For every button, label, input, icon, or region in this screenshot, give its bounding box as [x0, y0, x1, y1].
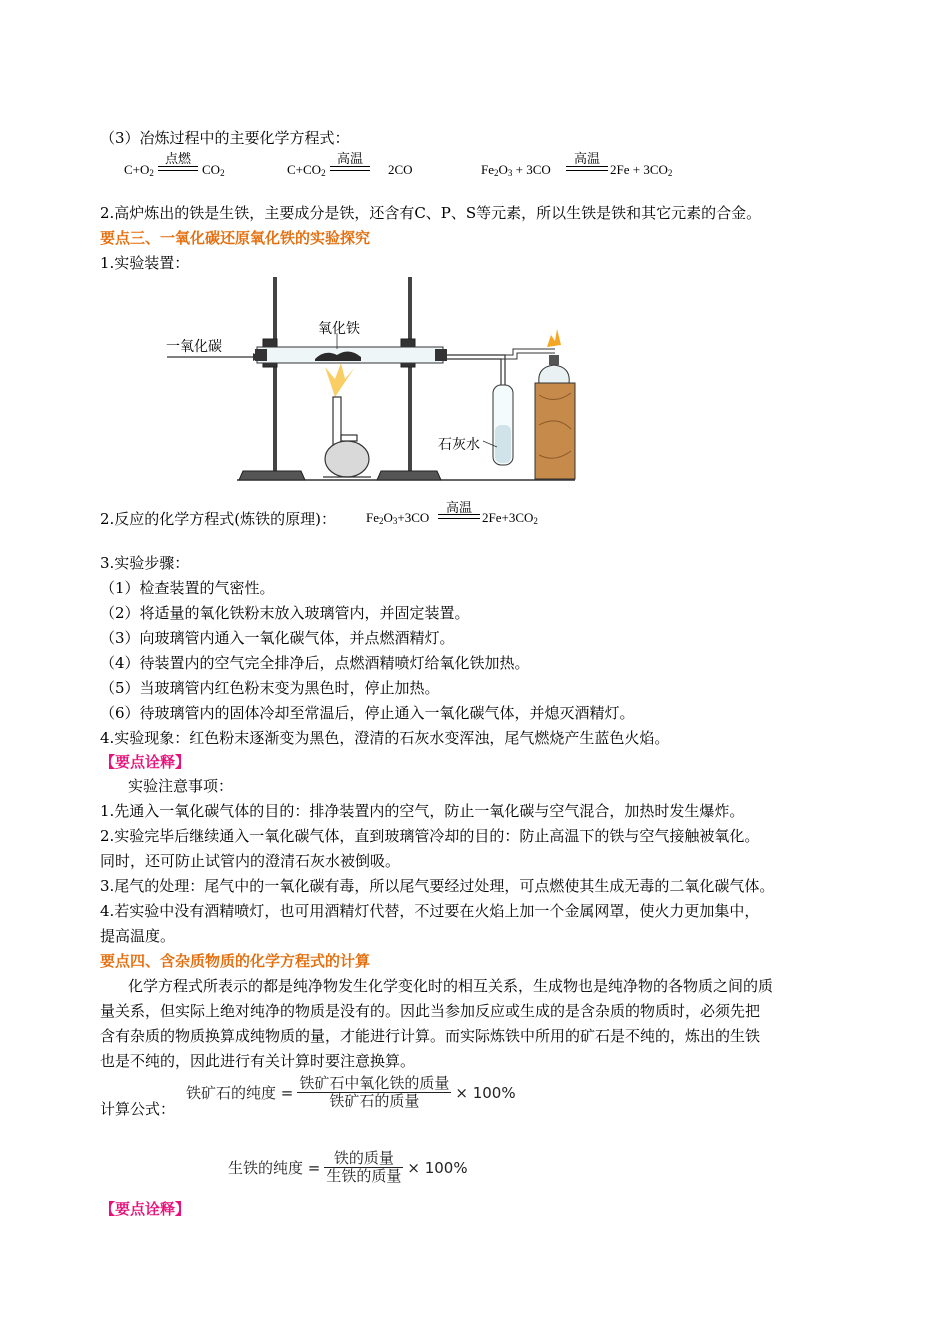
right-stopper	[435, 349, 447, 361]
steps-title: 3.实验步骤：	[100, 554, 190, 572]
equation-1-equals	[158, 166, 198, 171]
test-tube	[493, 385, 513, 465]
equation-1-right: $CO_2$	[202, 162, 225, 178]
formula-pig-iron-purity: 生铁的纯度 = $\frac{\text{铁的质量}}{\text{生铁的质量}}$ × 100%	[228, 1149, 468, 1185]
note-tag-2: 【要点诠释】	[100, 1200, 191, 1218]
step-item: （1）检查装置的气密性。	[100, 579, 275, 597]
paragraph-4-line: 量关系，但实际上绝对纯净的物质是没有的。因此当参加反应或生成的是含杂质的物质时，必须先把	[100, 1002, 761, 1020]
note-item: 2.实验完毕后继续通入一氧化碳气体，直到玻璃管冷却的目的：防止高温下的铁与空气接触被氧化。	[100, 827, 760, 845]
burner-flame	[325, 363, 355, 397]
apparatus-title: 1.实验装置：	[100, 254, 190, 272]
step-item: （4）待装置内的空气完全排净后，点燃酒精喷灯给氧化铁加热。	[100, 654, 530, 672]
equation-3-condition: 高温	[573, 152, 600, 167]
step-item: （6）待玻璃管内的固体冷却至常温后，停止通入一氧化碳气体，并熄灭酒精灯。	[100, 704, 635, 722]
exhaust-tube	[447, 349, 555, 359]
alcohol-lamp	[539, 329, 569, 383]
note-item: 4.若实验中没有酒精喷灯，也可用酒精灯代替，不过要在火焰上加一个金属网罩，使火力更加集中，	[100, 902, 760, 920]
equation-2-right: 2CO	[388, 162, 413, 177]
reaction-right: $2Fe+3CO_2$	[482, 510, 538, 526]
equation-3-equals	[566, 166, 608, 171]
apparatus-diagram	[165, 275, 585, 497]
reaction-equals	[438, 514, 480, 519]
notes-intro: 实验注意事项：	[128, 777, 234, 795]
equation-3-left: $Fe_2O_3 + 3CO$	[481, 162, 551, 178]
left-stand	[239, 277, 305, 480]
note-item: 同时，还可防止试管内的澄清石灰水被倒吸。	[100, 852, 401, 870]
note-item: 3.尾气的处理：尾气中的一氧化碳有毒，所以尾气要经过处理，可点燃使其生成无毒的二氧化碳气体。	[100, 877, 775, 895]
point-2-text: 2.高炉炼出的铁是生铁，主要成分是铁，还含有C、P、S等元素，所以生铁是铁和其它元素的合金。	[100, 204, 762, 222]
equation-1-left: $C+O_2$	[124, 162, 154, 178]
heading-3: 要点三、一氧化碳还原氧化铁的实验探究	[100, 229, 371, 247]
phenomena-text: 4.实验现象：红色粉末逐渐变为黑色，澄清的石灰水变浑浊，尾气燃烧产生蓝色火焰。	[100, 729, 670, 747]
step-item: （3）向玻璃管内通入一氧化碳气体，并点燃酒精灯。	[100, 629, 455, 647]
equation-1-condition: 点燃	[164, 152, 191, 167]
note-item: 1.先通入一氧化碳气体的目的：排净装置内的空气，防止一氧化碳与空气混合，加热时发生爆炸。	[100, 802, 745, 820]
equation-2-equals	[330, 166, 370, 171]
note-item: 提高温度。	[100, 927, 176, 945]
reaction-left: $Fe_2O_3+3CO$	[366, 510, 430, 526]
note-tag: 【要点诠释】	[100, 753, 191, 771]
section3-header: （3）冶炼过程中的主要化学方程式：	[100, 129, 350, 147]
wooden-block	[535, 383, 575, 479]
reaction-condition: 高温	[445, 501, 472, 516]
paragraph-4-line: 含有杂质的物质换算成纯物质的量，才能进行计算。而实际炼铁中所用的矿石是不纯的，炼出的生铁	[100, 1027, 761, 1045]
equation-3-right: $2Fe + 3CO_2$	[610, 162, 673, 178]
step-item: （5）当玻璃管内红色粉末变为黑色时，停止加热。	[100, 679, 440, 697]
right-stand	[377, 277, 441, 480]
label-co: 一氧化碳	[166, 339, 222, 355]
reaction-label: 2.反应的化学方程式(炼铁的原理)：	[100, 510, 337, 528]
alcohol-blast-burner	[323, 397, 371, 477]
equation-2-left: $C+CO_2$	[287, 162, 326, 178]
paragraph-4-line: 化学方程式所表示的都是纯净物发生化学变化时的相互关系，生成物也是纯净物的各物质之间的质	[128, 977, 774, 995]
paragraph-4-line: 也是不纯的，因此进行有关计算时要注意换算。	[100, 1052, 416, 1070]
heading-4: 要点四、含杂质物质的化学方程式的计算	[100, 952, 371, 970]
label-iron-oxide: 氧化铁	[318, 321, 360, 337]
formula-ore-purity: 铁矿石的纯度 = $\frac{\text{铁矿石中氧化铁的质量}}{\text{铁矿石的质量}}$ × 100%	[186, 1074, 516, 1110]
equation-2-condition: 高温	[336, 152, 363, 167]
step-item: （2）将适量的氧化铁粉末放入玻璃管内，并固定装置。	[100, 604, 470, 622]
formula-label: 计算公式：	[100, 1100, 176, 1118]
label-limewater: 石灰水	[438, 437, 480, 453]
